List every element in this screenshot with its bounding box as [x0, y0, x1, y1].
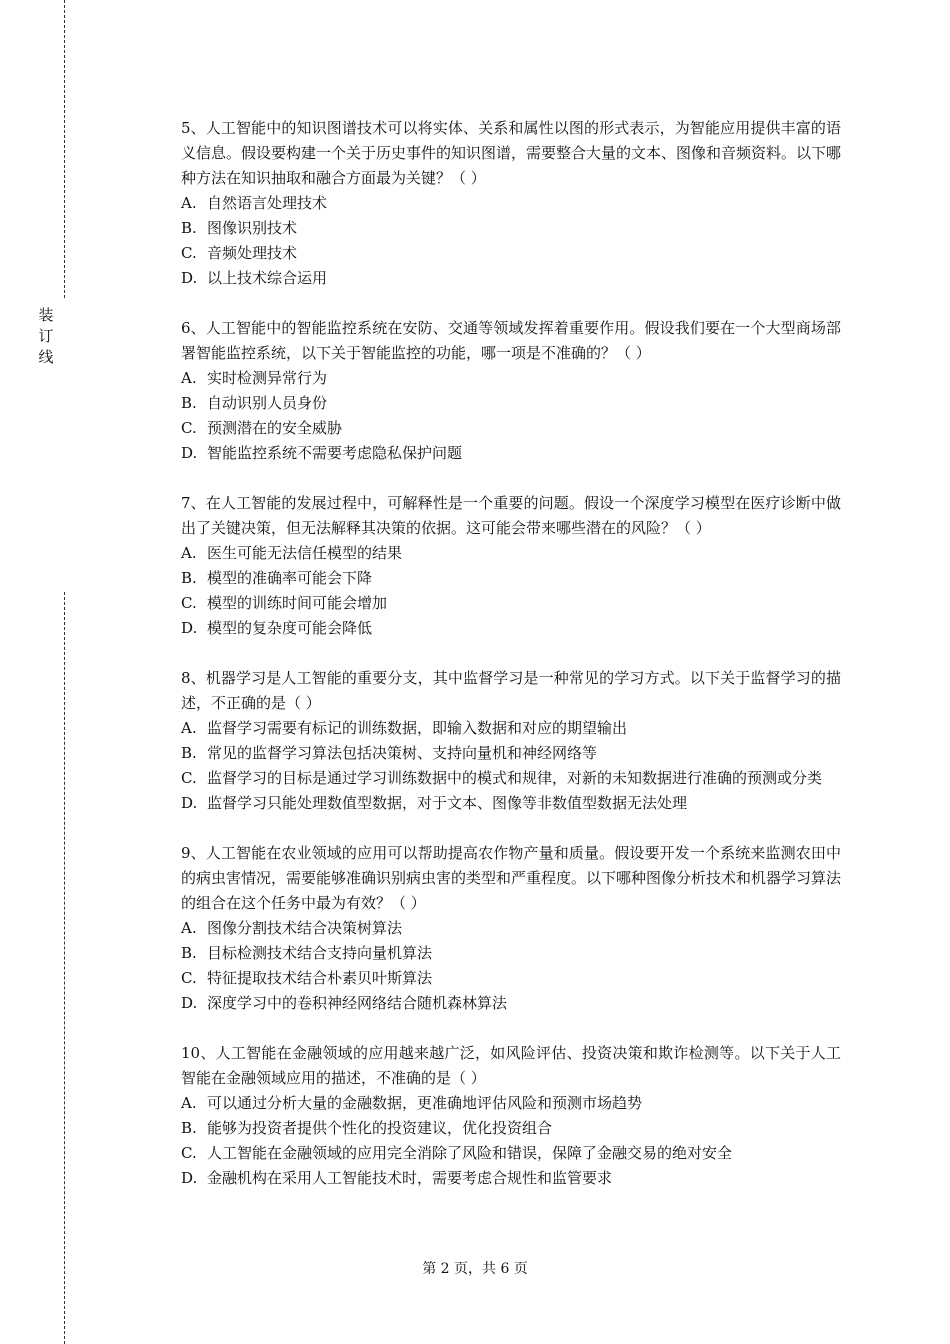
option-text: 模型的训练时间可能会增加: [207, 594, 388, 612]
option-letter: A.: [181, 1094, 197, 1112]
question-7: [181, 491, 841, 641]
option-letter: D.: [181, 794, 198, 812]
option-letter: D.: [181, 619, 198, 637]
option-a: [181, 366, 841, 391]
binding-char: 装: [38, 306, 54, 324]
option-text: 实时检测异常行为: [207, 369, 328, 387]
option-letter: B.: [181, 744, 197, 762]
option-text: 自动识别人员身份: [207, 394, 328, 412]
option-text: 特征提取技术结合朴素贝叶斯算法: [207, 969, 433, 987]
option-c: [181, 591, 841, 616]
option-letter: D.: [181, 1169, 198, 1187]
option-letter: C.: [181, 769, 197, 787]
option-letter: A.: [181, 719, 197, 737]
option-letter: B.: [181, 1119, 197, 1137]
option-b: [181, 941, 841, 966]
option-text: 图像分割技术结合决策树算法: [207, 919, 403, 937]
page-number-footer: 第 2 页，共 6 页: [422, 1261, 528, 1277]
option-b: [181, 216, 841, 241]
option-d: [181, 1166, 841, 1191]
binding-dashed-line-top: [64, 0, 65, 298]
binding-line-label: [36, 305, 56, 368]
option-d: [181, 991, 841, 1016]
option-letter: A.: [181, 369, 197, 387]
option-letter: B.: [181, 219, 197, 237]
option-text: 能够为投资者提供个性化的投资建议，优化投资组合: [207, 1119, 553, 1137]
option-d: [181, 266, 841, 291]
option-letter: C.: [181, 594, 197, 612]
option-text: 深度学习中的卷积神经网络结合随机森林算法: [207, 994, 508, 1012]
option-d: [181, 616, 841, 641]
option-letter: A.: [181, 919, 197, 937]
option-text: 医生可能无法信任模型的结果: [207, 544, 403, 562]
question-list: [181, 116, 841, 1216]
option-c: [181, 241, 841, 266]
question-stem: 7、在人工智能的发展过程中，可解释性是一个重要的问题。假设一个深度学习模型在医疗诊断中做出了关键决策，但无法解释其决策的依据。这可能会带来哪些潜在的风险？（ ）: [181, 494, 841, 537]
option-letter: C.: [181, 244, 197, 262]
option-text: 图像识别技术: [207, 219, 298, 237]
option-text: 监督学习的目标是通过学习训练数据中的模式和规律，对新的未知数据进行准确的预测或分类: [207, 769, 823, 787]
option-a: [181, 916, 841, 941]
option-letter: B.: [181, 944, 197, 962]
binding-char: 订: [38, 327, 54, 345]
option-c: [181, 966, 841, 991]
option-letter: D.: [181, 269, 198, 287]
option-text: 预测潜在的安全威胁: [207, 419, 343, 437]
question-stem: 8、机器学习是人工智能的重要分支，其中监督学习是一种常见的学习方式。以下关于监督学习的描述，不正确的是（ ）: [181, 669, 841, 712]
question-stem: 9、人工智能在农业领域的应用可以帮助提高农作物产量和质量。假设要开发一个系统来监测农田中的病虫害情况，需要能够准确识别病虫害的类型和严重程度。以下哪种图像分析技术和机器学习算法的组合在这个任务中最为有效？（ ）: [181, 844, 842, 912]
option-text: 监督学习需要有标记的训练数据，即输入数据和对应的期望输出: [207, 719, 628, 737]
option-c: [181, 766, 841, 791]
option-letter: C.: [181, 1144, 197, 1162]
question-stem: 5、人工智能中的知识图谱技术可以将实体、关系和属性以图的形式表示，为智能应用提供丰富的语义信息。假设要构建一个关于历史事件的知识图谱，需要整合大量的文本、图像和音频资料。以下哪种方法在知识抽取和融合方面最为关键？（ ）: [181, 119, 842, 187]
option-d: [181, 791, 841, 816]
option-d: [181, 441, 841, 466]
binding-char: 线: [38, 348, 54, 366]
option-text: 模型的准确率可能会下降: [207, 569, 373, 587]
question-8: [181, 666, 841, 816]
binding-dashed-line-bottom: [64, 592, 65, 1344]
option-a: [181, 1091, 841, 1116]
option-c: [181, 416, 841, 441]
option-a: [181, 191, 841, 216]
option-text: 智能监控系统不需要考虑隐私保护问题: [207, 444, 463, 462]
option-text: 监督学习只能处理数值型数据，对于文本、图像等非数值型数据无法处理: [207, 794, 688, 812]
option-text: 自然语言处理技术: [207, 194, 328, 212]
question-6: [181, 316, 841, 466]
option-letter: A.: [181, 194, 197, 212]
question-stem: 6、人工智能中的智能监控系统在安防、交通等领域发挥着重要作用。假设我们要在一个大型商场部署智能监控系统，以下关于智能监控的功能，哪一项是不准确的？（ ）: [181, 319, 841, 362]
question-stem: 10、人工智能在金融领域的应用越来越广泛，如风险评估、投资决策和欺诈检测等。以下关于人工智能在金融领域应用的描述，不准确的是（ ）: [181, 1044, 841, 1087]
question-5: [181, 116, 841, 291]
option-b: [181, 741, 841, 766]
option-letter: D.: [181, 994, 198, 1012]
option-text: 可以通过分析大量的金融数据，更准确地评估风险和预测市场趋势: [207, 1094, 643, 1112]
question-9: [181, 841, 841, 1016]
option-letter: D.: [181, 444, 198, 462]
option-text: 金融机构在采用人工智能技术时，需要考虑合规性和监管要求: [207, 1169, 613, 1187]
option-text: 人工智能在金融领域的应用完全消除了风险和错误，保障了金融交易的绝对安全: [207, 1144, 733, 1162]
option-letter: C.: [181, 969, 197, 987]
option-a: [181, 541, 841, 566]
option-text: 以上技术综合运用: [207, 269, 328, 287]
option-b: [181, 1116, 841, 1141]
option-b: [181, 391, 841, 416]
option-text: 音频处理技术: [207, 244, 298, 262]
option-letter: A.: [181, 544, 197, 562]
option-c: [181, 1141, 841, 1166]
option-letter: B.: [181, 569, 197, 587]
option-text: 目标检测技术结合支持向量机算法: [207, 944, 433, 962]
option-text: 模型的复杂度可能会降低: [207, 619, 373, 637]
option-b: [181, 566, 841, 591]
option-letter: C.: [181, 419, 197, 437]
option-text: 常见的监督学习算法包括决策树、支持向量机和神经网络等: [207, 744, 598, 762]
option-a: [181, 716, 841, 741]
option-letter: B.: [181, 394, 197, 412]
question-10: [181, 1041, 841, 1191]
